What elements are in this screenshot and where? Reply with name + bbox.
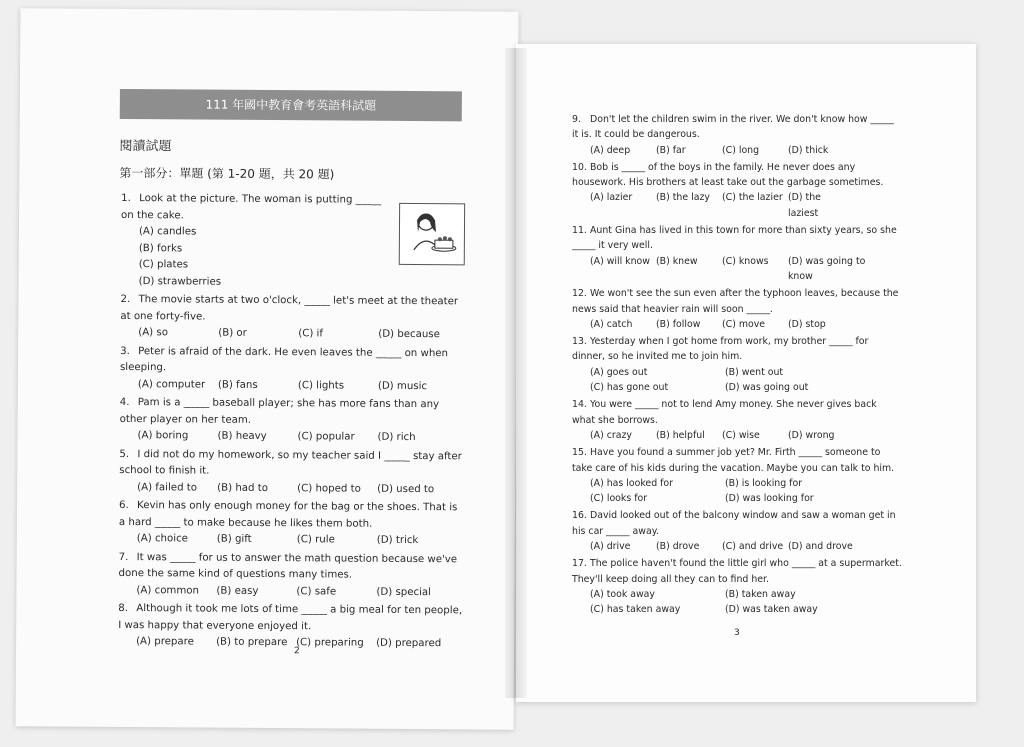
question-1 (121, 191, 467, 292)
book-gutter (505, 48, 527, 698)
question-5 (119, 446, 464, 498)
option: (B) went out (725, 366, 784, 378)
question-text: The movie starts at two o'clock, _____ let's meet at the theater at one forty-five. (120, 294, 459, 323)
question-text: Look at the picture. The woman is putting _____ on the cake. (121, 193, 382, 221)
option: (B) had to (217, 482, 269, 494)
question-number: 1. (121, 192, 131, 205)
option: (C) the lazier (722, 192, 783, 204)
option: (C) has taken away (590, 604, 681, 616)
option: (A) prepare (136, 636, 194, 648)
question-number: 6. (119, 499, 129, 512)
question-number: 17. (572, 558, 587, 570)
question-text: We won't see the sun even after the typhoon leaves, because the news said that heavier rain will soon _____. (572, 288, 899, 315)
option: (C) if (298, 328, 324, 340)
page-number: 3 (734, 628, 740, 638)
option: (D) was going out (725, 382, 809, 394)
question-text: I did not do my homework, so my teacher said I _____ stay after school to finish it. (119, 448, 462, 477)
option: (B) gift (216, 533, 252, 545)
option: (D) was going to know (788, 255, 866, 282)
question-7 (118, 549, 463, 601)
option: (C) safe (296, 585, 337, 597)
question-13 (572, 334, 902, 395)
option: (D) and drove (788, 541, 853, 553)
option: (D) music (377, 380, 428, 392)
option: (B) to prepare (216, 636, 288, 649)
option: (A) drive (590, 541, 631, 553)
option: (A) will know (590, 255, 650, 267)
option: (C) long (722, 144, 760, 156)
question-10 (572, 160, 902, 221)
question-text: Pam is a _____ baseball player; she has more fans than any other player on her team. (119, 397, 440, 426)
option: (A) computer (137, 378, 206, 391)
section-subtitle: 第一部分：單題 (第 1-20 題，共 20 題) (119, 165, 335, 182)
option: (B) knew (656, 255, 698, 267)
question-number: 2. (120, 293, 131, 306)
option: (D) special (376, 586, 432, 598)
question-6 (119, 498, 464, 550)
question-2 (120, 292, 465, 344)
question-8 (118, 601, 463, 653)
question-17 (572, 556, 902, 617)
option: (B) forks (138, 242, 183, 254)
option: (A) boring (137, 430, 189, 442)
option: (D) trick (376, 534, 419, 547)
option: (C) move (722, 318, 766, 330)
question-number: 3. (120, 345, 130, 357)
question-text: Have you found a summer job yet? Mr. Firth _____ someone to take care of his kids during the vacation. Maybe you can talk to him. (572, 447, 895, 474)
question-text: Kevin has only enough money for the bag or the shoes. That is a hard _____ to make because he likes them both. (118, 500, 458, 530)
option: (B) is looking for (725, 477, 803, 489)
option: (D) was looking for (725, 493, 814, 505)
question-text: Don't let the children swim in the river. We don't know how _____ it is. It could be dangerous. (572, 114, 894, 141)
option: (C) hoped to (297, 482, 361, 495)
option: (C) and drive (722, 541, 784, 553)
option: (D) rich (377, 431, 416, 444)
question-number: 7. (118, 551, 129, 563)
option: (A) deep (590, 144, 631, 156)
option: (B) heavy (217, 430, 267, 442)
right-page (516, 44, 976, 702)
question-number: 5. (119, 448, 130, 460)
question-text: Peter is afraid of the dark. He even leaves the _____ on when sleeping. (119, 345, 449, 374)
option: (D) prepared (376, 637, 442, 650)
question-11 (572, 223, 902, 284)
question-text: David looked out of the balcony window and saw a woman get in his car _____ away. (572, 510, 896, 537)
option: (B) or (218, 327, 247, 339)
question-text: You were _____ not to lend Amy money. She never gives back what she borrows. (572, 399, 877, 426)
option: (A) so (138, 327, 168, 339)
option: (A) goes out (590, 366, 648, 378)
option: (B) the lazy (656, 192, 710, 204)
option: (D) stop (788, 318, 826, 330)
question-14 (572, 397, 902, 443)
option: (D) wrong (788, 429, 835, 441)
option: (C) wise (722, 429, 760, 441)
question-text: It was _____ for us to answer the math question because we've done the same kind of questions many times. (118, 551, 458, 581)
option: (B) helpful (656, 429, 705, 441)
option: (D) because (378, 328, 440, 341)
option: (B) far (656, 144, 686, 156)
question-number: 9. (572, 114, 581, 125)
option: (C) preparing (296, 637, 364, 649)
question-text: Bob is _____ of the boys in the family. He never does any housework. His brothers at least take out the garbage sometimes. (572, 161, 884, 189)
option: (C) lights (297, 379, 345, 392)
option: (D) was taken away (725, 604, 818, 616)
question-text: The police haven't found the little girl who _____ at a supermarket. They'll keep doing all they can to find her. (572, 558, 902, 585)
page-number: 2 (293, 646, 300, 657)
question-16 (572, 508, 902, 554)
option: (C) plates (138, 259, 189, 271)
option: (B) drove (656, 541, 700, 553)
option: (C) has gone out (590, 382, 669, 394)
option: (A) lazier (590, 192, 633, 204)
question-15 (572, 445, 902, 506)
question-number: 13. (572, 336, 587, 348)
option: (A) catch (590, 318, 633, 330)
question-number: 4. (119, 396, 130, 409)
question-list-right (572, 112, 902, 620)
option: (A) crazy (590, 429, 632, 441)
option: (D) strawberries (138, 275, 222, 288)
option: (B) easy (216, 585, 259, 597)
option: (C) knows (722, 255, 769, 267)
question-number: 15. (572, 447, 587, 459)
question-9 (572, 112, 902, 158)
option: (D) thick (788, 144, 829, 156)
question-text: Although it took me lots of time _____ a big meal for ten people, I was happy that everyone enjoyed it. (118, 603, 463, 632)
question-number: 11. (572, 225, 587, 237)
option: (B) follow (656, 318, 701, 330)
question-number: 8. (118, 602, 129, 615)
left-page (15, 8, 518, 729)
option: (A) common (136, 584, 200, 597)
option: (A) took away (590, 588, 655, 600)
question-12 (572, 286, 902, 332)
question-number: 14. (572, 399, 587, 411)
exam-header: 111 年國中教育會考英語科試題 (120, 89, 462, 121)
question-number: 10. (572, 161, 587, 173)
question-list-left (118, 191, 466, 655)
option: (D) used to (377, 483, 435, 495)
option: (C) rule (296, 534, 335, 546)
question-number: 16. (572, 510, 587, 522)
option: (A) candles (138, 226, 197, 238)
question-4 (119, 395, 464, 447)
option: (A) choice (136, 533, 189, 545)
option: (B) fans (217, 379, 258, 391)
option: (C) looks for (590, 493, 648, 505)
question-text: Yesterday when I got home from work, my brother _____ for dinner, so he invited me to join him. (572, 336, 869, 363)
option: (C) popular (297, 431, 355, 443)
section-title: 閱讀試題 (119, 138, 172, 155)
option: (B) taken away (725, 588, 796, 600)
question-text: Aunt Gina has lived in this town for more than sixty years, so she _____ it very well. (572, 225, 897, 252)
question-3 (120, 343, 465, 395)
option: (A) failed to (137, 481, 198, 494)
option: (D) the laziest (788, 192, 821, 219)
option: (A) has looked for (590, 477, 674, 489)
question-number: 12. (572, 288, 587, 300)
